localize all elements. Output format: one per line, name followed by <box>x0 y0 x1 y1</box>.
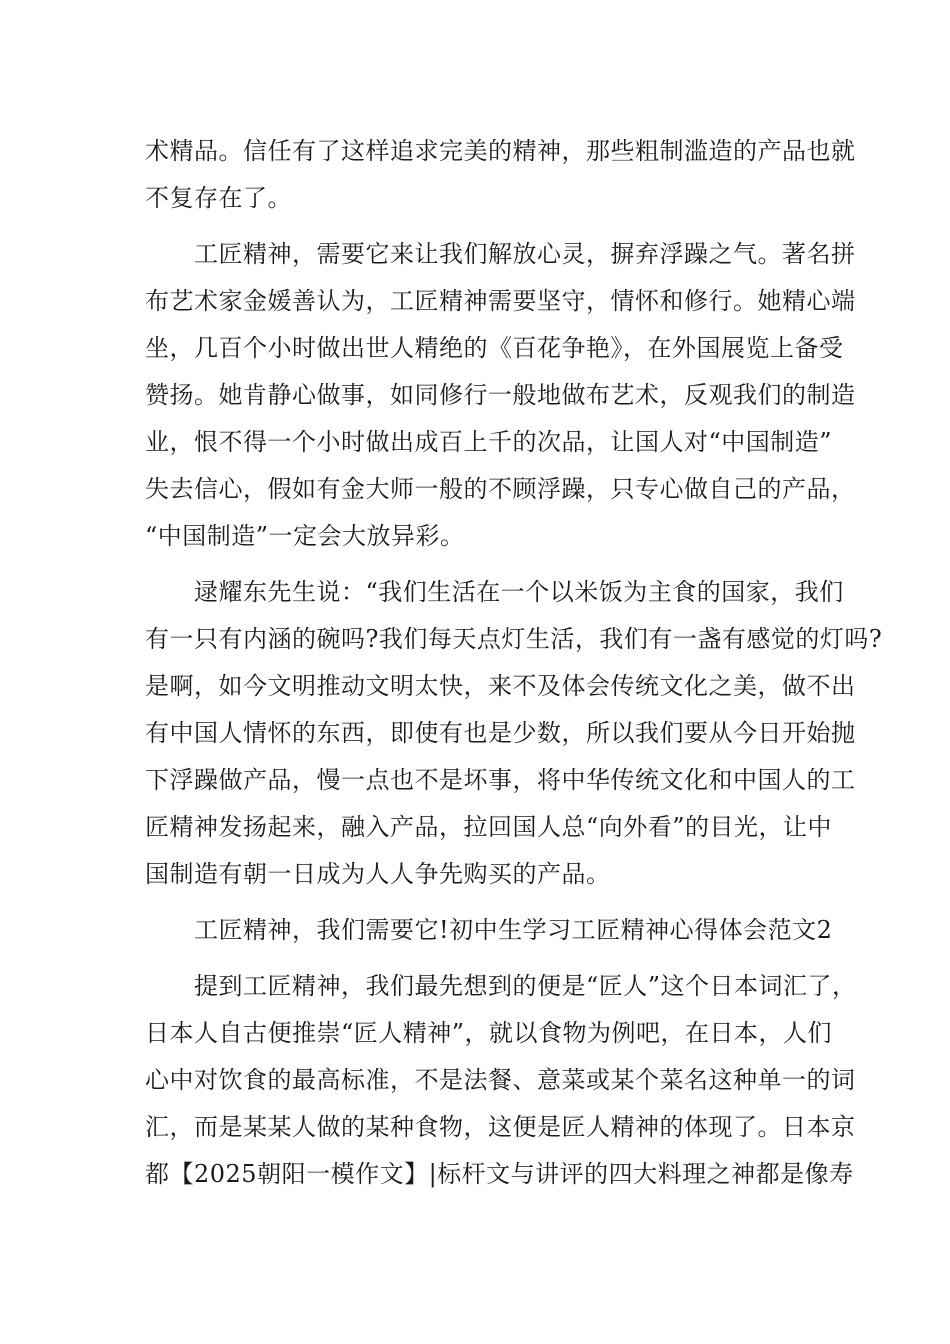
text-line: 赞扬。她肯静心做事，如同修行一般地做布艺术，反观我们的制造 <box>145 381 856 409</box>
paragraph-gap <box>145 898 825 907</box>
text-line: 都【2025朝阳一模作文】|标杆文与讲评的四大料理之神都是像寿 <box>145 1160 854 1188</box>
text-line: 工匠精神，需要它来让我们解放心灵，摒弃浮躁之气。著名拼 <box>145 240 856 268</box>
text-line: 是啊，如今文明推动文明太快，来不及体会传统文化之美，做不出 <box>145 672 856 700</box>
text-line: 匠精神发扬起来，融入产品，拉回国人总“向外看”的目光，让中 <box>145 813 833 841</box>
text-line: 国制造有朝一日成为人人争先购买的产品。 <box>145 860 611 888</box>
text-line: 术精品。信任有了这样追求完美的精神，那些粗制滥造的产品也就 <box>145 137 856 165</box>
text-line: 坐，几百个小时做出世人精绝的《百花争艳》，在外国展览上备受 <box>145 334 844 362</box>
paragraph-gap <box>145 222 825 231</box>
text-line: 不复存在了。 <box>145 184 292 212</box>
text-line: 布艺术家金媛善认为，工匠精神需要坚守，情怀和修行。她精心端 <box>145 287 856 315</box>
paragraph-gap <box>145 560 825 569</box>
text-line: 逯耀东先生说：“我们生活在一个以米饭为主食的国家，我们 <box>145 578 844 606</box>
text-line: 有一只有内涵的碗吗?我们每天点灯生活，我们有一盏有感觉的灯吗? <box>145 625 883 653</box>
text-line: 日本人自古便推崇“匠人精神”，就以食物为例吧，在日本，人们 <box>145 1019 833 1047</box>
text-line: 业，恨不得一个小时做出成百上千的次品，让国人对“中国制造” <box>145 428 833 456</box>
paragraph-gap <box>145 954 825 963</box>
text-line: 下浮躁做产品，慢一点也不是坏事，将中华传统文化和中国人的工 <box>145 766 856 794</box>
text-line: 提到工匠精神，我们最先想到的便是“匠人”这个日本词汇了， <box>145 972 857 1000</box>
text-line: 汇，而是某某人做的某种食物，这便是匠人精神的体现了。日本京 <box>145 1113 856 1141</box>
text-line: 有中国人情怀的东西，即使有也是少数，所以我们要从今日开始抛 <box>145 719 856 747</box>
document-body <box>145 128 883 1198</box>
text-line: “中国制造”一定会大放异彩。 <box>145 522 465 550</box>
text-line: 失去信心，假如有金大师一般的不顾浮躁，只专心做自己的产品， <box>145 475 856 503</box>
text-line: 心中对饮食的最高标准，不是法餐、意菜或某个菜名这种单一的词 <box>145 1066 856 1094</box>
text-line: 工匠精神，我们需要它!初中生学习工匠精神心得体会范文2 <box>145 916 833 944</box>
